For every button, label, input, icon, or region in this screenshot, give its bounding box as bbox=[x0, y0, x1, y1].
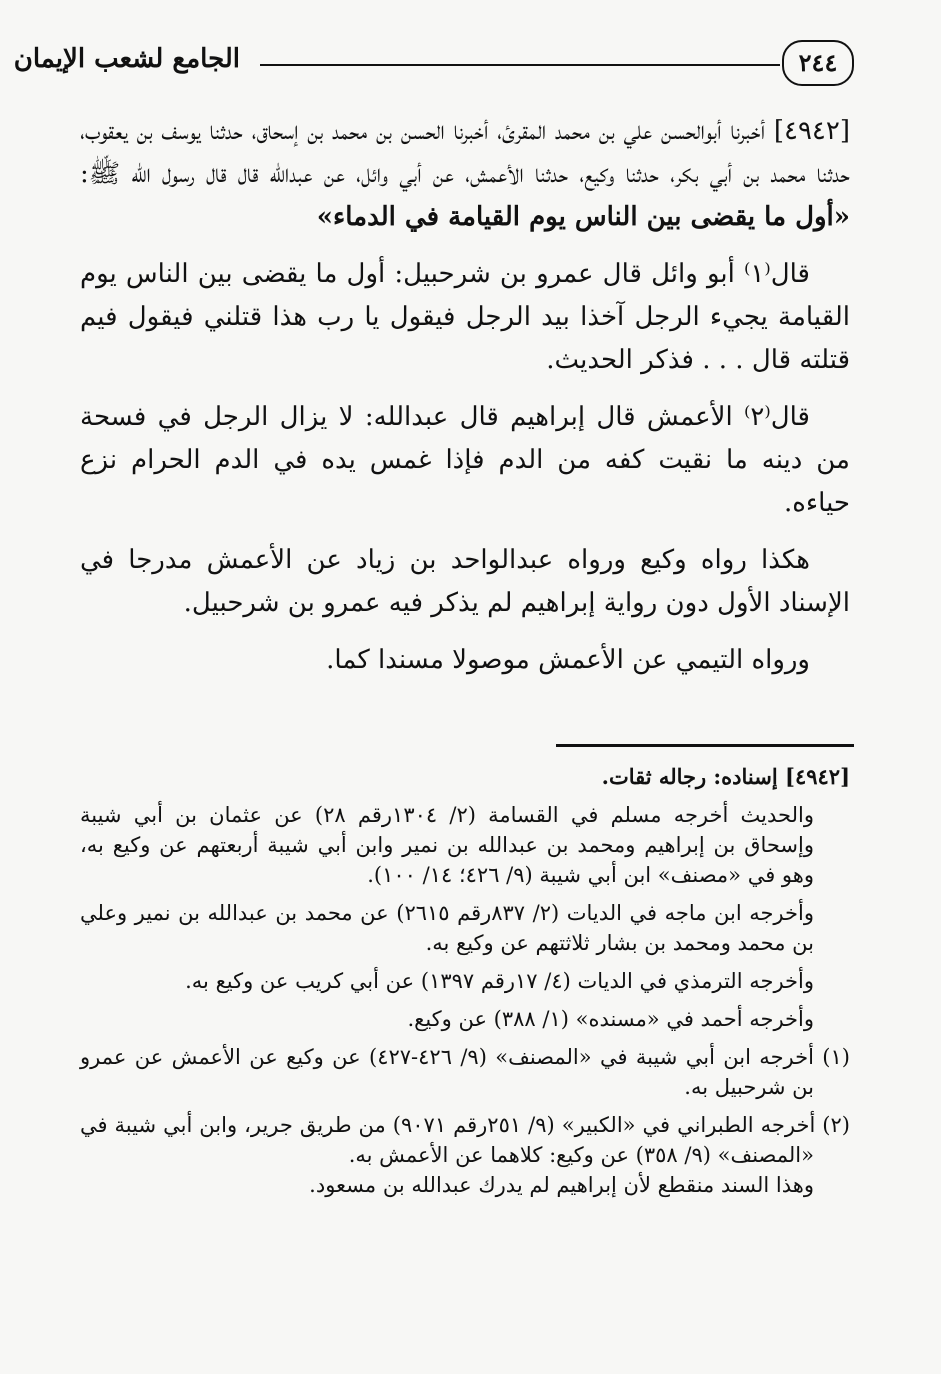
hadith-isnad: [٤٩٤٢] أخبرنا أبوالحسن علي بن محمد المقرئ، أخبرنا الحسن بن محمد بن إسحاق، حدثنا يوسف بن يعقوب، حدثنا محمد بن أبي بكر، حدثنا وكيع، حدثنا الأعمش، عن أبي وائل، عن عبدالله قال قال رسول الله ﷺ: bbox=[80, 116, 850, 189]
paragraph-waki-riwaya: هكذا رواه وكيع ورواه عبدالواحد بن زياد عن الأعمش مدرجا في الإسناد الأول دون رواية إبراهيم لم يذكر فيه عمرو بن شرحبيل. bbox=[80, 545, 850, 618]
header-rule bbox=[260, 64, 780, 66]
footnote-ahmad: وأخرجه أحمد في «مسنده» (١/ ٣٨٨) عن وكيع. bbox=[407, 1007, 814, 1031]
running-title: الجامع لشعب الإيمان bbox=[13, 44, 240, 74]
paragraph-amash: قال⁽٢⁾ الأعمش قال إبراهيم قال عبدالله: لا يزال الرجل في فسحة من دينه ما نقيت كفه من الدم فإذا غمس يده في الدم الحرام نزع حياءه. bbox=[80, 402, 850, 518]
footnote-muslim: والحديث أخرجه مسلم في القسامة (٢/ ١٣٠٤رقم ٢٨) عن عثمان بن أبي شيبة وإسحاق بن إبراهيم ومحمد بن عبدالله بن نمير وابن أبي شيبة أربعتهم عن وكيع به، وهو في «مصنف» ابن أبي شيبة (٩/ ٤٢٦؛ ١٤/ ١٠٠). bbox=[80, 803, 814, 887]
footnote-1: (١) أخرجه ابن أبي شيبة في «المصنف» (٩/ ٤٢٦-٤٢٧) عن وكيع عن الأعمش عن عمرو بن شرحبيل به. bbox=[80, 1045, 850, 1099]
paragraph-abu-wail: قال⁽١⁾ أبو وائل قال عمرو بن شرحبيل: أول ما يقضى بين الناس يوم القيامة يجيء الرجل آخذا بيد الرجل فيقول يا رب هذا قتلني فيقول فيم قتلته قال . . . فذكر الحديث. bbox=[80, 259, 850, 375]
footnote-2: (٢) أخرجه الطبراني في «الكبير» (٩/ ٢٥١رقم ٩٠٧١) من طريق جرير، وابن أبي شيبة في «المصنف» (٩/ ٣٥٨) عن وكيع: كلاهما عن الأعمش به. bbox=[80, 1113, 850, 1167]
page-header bbox=[13, 40, 860, 96]
footnote-ibn-majah: وأخرجه ابن ماجه في الديات (٢/ ٨٣٧رقم ٢٦١٥) عن محمد بن عبدالله بن نمير وعلي بن محمد ومحمد بن بشار ثلاثتهم عن وكيع به. bbox=[80, 901, 814, 955]
hadith-paragraph bbox=[80, 110, 850, 239]
main-text bbox=[80, 110, 850, 682]
footnote-isnad: [٤٩٤٢] إسناده: رجاله ثقات. bbox=[601, 764, 850, 789]
footnote-separator bbox=[556, 744, 854, 747]
footnotes bbox=[80, 762, 850, 1200]
page-number: ٢٤٤ bbox=[782, 40, 854, 86]
hadith-matn: «أول ما يقضى بين الناس يوم القيامة في الدماء» bbox=[316, 202, 850, 232]
footnote-2-comment: وهذا السند منقطع لأن إبراهيم لم يدرك عبدالله بن مسعود. bbox=[309, 1173, 814, 1197]
footnote-tirmidhi: وأخرجه الترمذي في الديات (٤/ ١٧رقم ١٣٩٧) عن أبي كريب عن وكيع به. bbox=[185, 969, 814, 993]
paragraph-taymi: ورواه التيمي عن الأعمش موصولا مسندا كما. bbox=[326, 645, 810, 675]
